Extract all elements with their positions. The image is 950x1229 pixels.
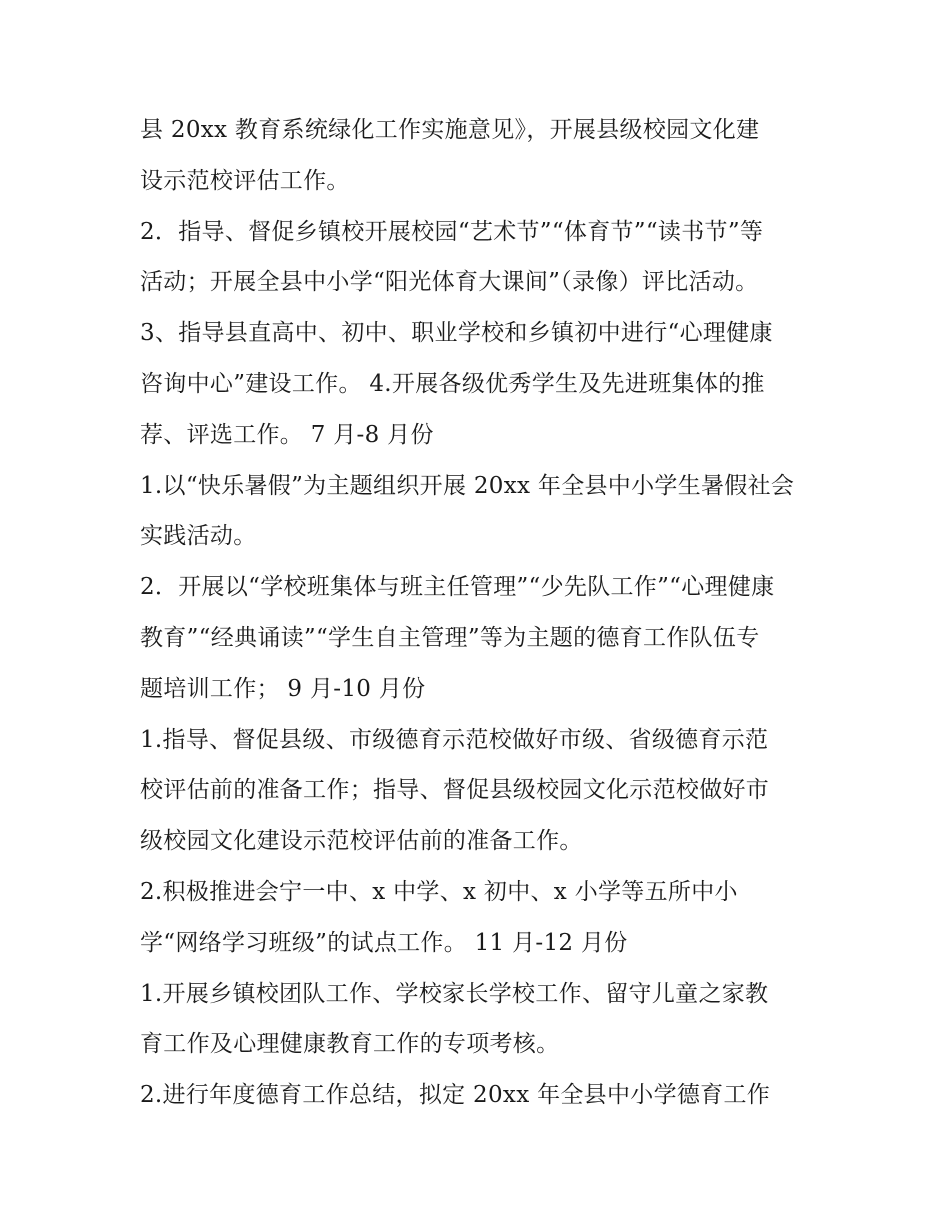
text-line: 2．开展以“学校班集体与班主任管理”“少先队工作”“心理健康 (140, 574, 775, 601)
text-line: 荐、评选工作。 7 月-8 月份 (140, 421, 434, 448)
text-line: 校评估前的准备工作；指导、督促县级校园文化示范校做好市 (140, 777, 770, 804)
text-line: 3、指导县直高中、初中、职业学校和乡镇初中进行“心理健康 (140, 320, 773, 347)
text-line: 题培训工作； 9 月-10 月份 (140, 675, 426, 702)
text-line: 1.以“快乐暑假”为主题组织开展 20xx 年全县中小学生暑假社会 (140, 472, 795, 499)
text-line: 设示范校评估工作。 (140, 167, 350, 194)
text-line: 2．指导、督促乡镇校开展校园“艺术节”“体育节”“读书节”等 (140, 218, 764, 245)
text-line: 1.指导、督促县级、市级德育示范校做好市级、省级德育示范 (140, 726, 769, 753)
text-line: 级校园文化建设示范校评估前的准备工作。 (140, 828, 583, 855)
text-line: 教育”“经典诵读”“学生自主管理”等为主题的德育工作队伍专 (140, 624, 760, 651)
text-line: 2.进行年度德育工作总结，拟定 20xx 年全县中小学德育工作 (140, 1082, 771, 1109)
body-text (140, 105, 830, 1121)
text-line: 2.积极推进会宁一中、x 中学、x 初中、x 小学等五所中小 (140, 878, 738, 905)
text-line: 活动；开展全县中小学“阳光体育大课间”（录像）评比活动。 (140, 269, 759, 296)
text-line: 咨询中心”建设工作。 4.开展各级优秀学生及先进班集体的推 (140, 370, 765, 397)
text-line: 1.开展乡镇校团队工作、学校家长学校工作、留守儿童之家教 (140, 980, 769, 1007)
text-line: 学“网络学习班级”的试点工作。 11 月-12 月份 (140, 929, 628, 956)
text-line: 育工作及心理健康教育工作的专项考核。 (140, 1031, 560, 1058)
text-line: 县 20xx 教育系统绿化工作实施意见》，开展县级校园文化建 (140, 117, 760, 143)
text-line: 实践活动。 (140, 523, 257, 550)
